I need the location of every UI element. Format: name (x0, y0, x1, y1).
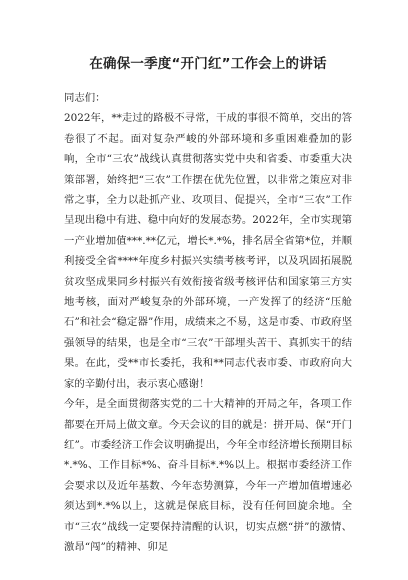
document-title: 在确保一季度“开门红”工作会上的讲话 (89, 56, 327, 72)
body-paragraph-2: 今年，是全面贯彻落实党的二十大精神的开局之年，各项工作都要在开局上做文章。今天会议的目的就是：拼开局、保“开门红”。市委经济工作会议明确提出，今年全市经济增长预期目标*.*%、工作目标*%、奋斗目标*.*%以上。根据市委经济工作会要求以及近年基数、今年态势测算，今年一产增加值增速必须达到*.*%以上，这就是保底目标，没有任何回旋余地。全市“三农”战线一定要保持清醒的认识，切实点燃“拼”的激情、激昂“闯”的精神、卯足 (64, 398, 352, 553)
body-paragraph-1: 2022年，**走过的路极不寻常，干成的事很不简单，交出的答卷很了不起。面对复杂严峻的外部环境和多重困难叠加的影响，全市“三农”战线认真贯彻落实党中央和省委、市委重大决策部署，始终把“三农”工作摆在优先位置，以非常之策应对非常之事，全力以赴抓产业、攻项目、促提兴，全市“三农”工作呈现出稳中有进、稳中向好的发展态势。2022年，全市实现第一产业增加值***.**亿元，增长*.*%，排名居全省第*位，并顺利接受全省****年度乡村振兴实绩考核考评，以及巩固拓展脱贫攻坚成果同乡村振兴有效衔接省级考核评估和国家第三方实地考核，面对严峻复杂的外部环境，一产发挥了的经济“压舱石”和社会“稳定器”作用，成绩来之不易，这是市委、市政府坚强领导的结果，也是全市“三农”干部埋头苦干、真抓实干的结果。在此，受**市长委托，我和**同志代表市委、市政府向大家的辛勤付出，表示衷心感谢！ (64, 112, 352, 390)
greeting: 同志们： (64, 92, 106, 104)
